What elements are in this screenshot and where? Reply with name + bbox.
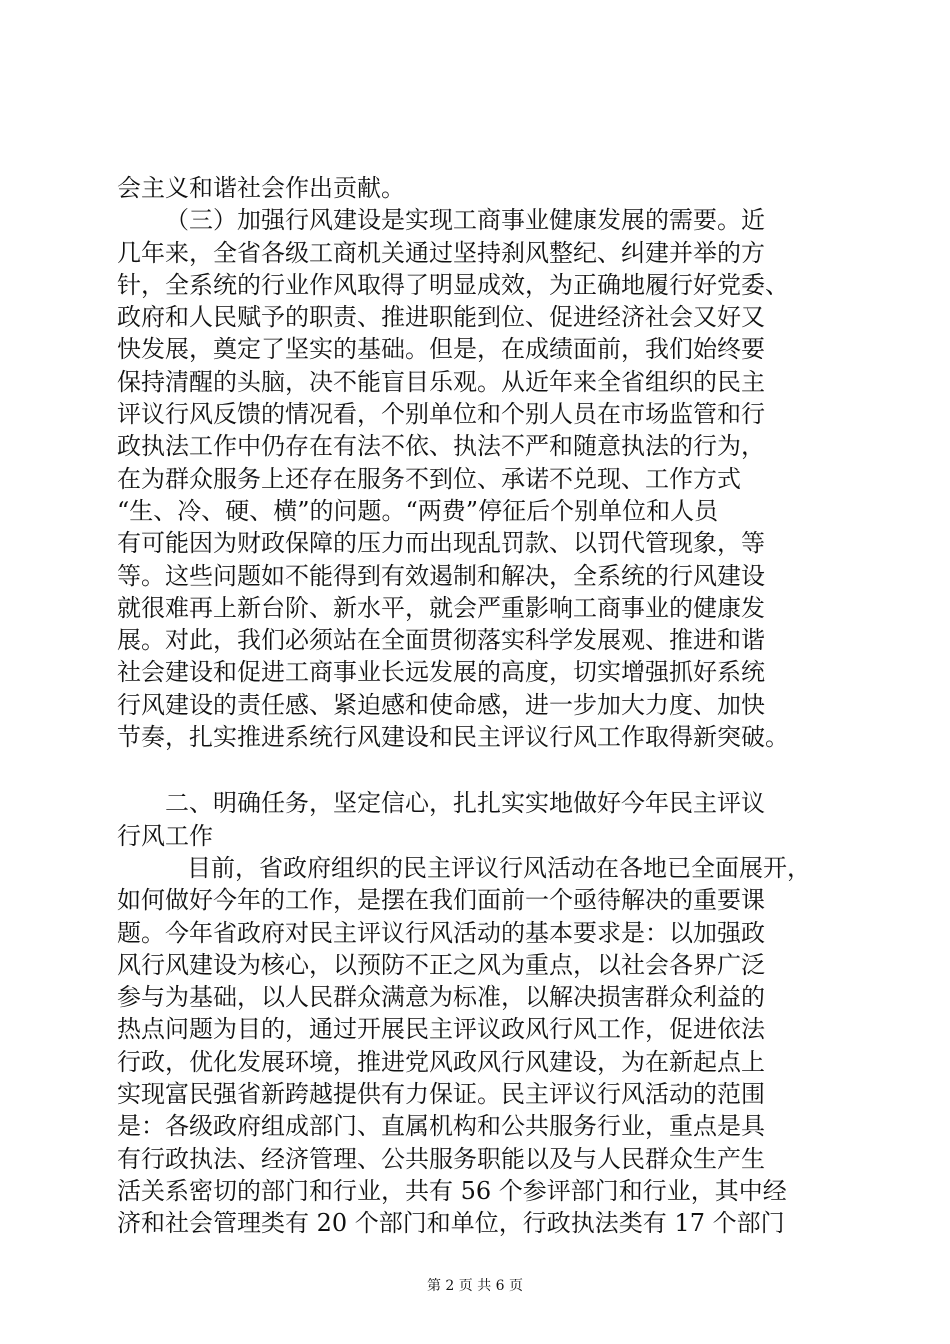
text-line: 保持清醒的头脑，决不能盲目乐观。从近年来全省组织的民主	[117, 367, 765, 396]
text-line: 针，全系统的行业作风取得了明显成效，为正确地履行好党委、	[117, 270, 789, 299]
text-line: 题。今年省政府对民主评议行风活动的基本要求是：以加强政	[117, 918, 765, 947]
text-line: 行政，优化发展环境，推进党风政风行风建设，为在新起点上	[117, 1047, 765, 1076]
text-line: 政执法工作中仍存在有法不依、执法不严和随意执法的行为，	[117, 432, 765, 461]
text-line: 活关系密切的部门和行业，共有 56 个参评部门和行业，其中经	[117, 1176, 787, 1205]
text-line: 参与为基础，以人民群众满意为标准，以解决损害群众利益的	[117, 983, 765, 1012]
heading-line: 行风工作	[117, 821, 213, 850]
text-line: 展。对此，我们必须站在全面贯彻落实科学发展观、推进和谐	[117, 626, 765, 655]
text-line: 会主义和谐社会作出贡献。	[117, 174, 405, 202]
document-body	[117, 172, 843, 1240]
text-line: 如何做好今年的工作，是摆在我们面前一个亟待解决的重要课	[117, 886, 765, 915]
section-heading-two	[117, 787, 843, 852]
text-line: 几年来，全省各级工商机关通过坚持刹风整纪、纠建并举的方	[117, 238, 765, 267]
text-line: 在为群众服务上还存在服务不到位、承诺不兑现、工作方式	[117, 464, 741, 493]
text-line: 就很难再上新台阶、新水平，就会严重影响工商事业的健康发	[117, 593, 765, 622]
text-line: 是：各级政府组成部门、直属机构和公共服务行业，重点是具	[117, 1112, 765, 1141]
text-line: 行风建设的责任感、紧迫感和使命感，进一步加大力度、加快	[117, 690, 765, 719]
text-line: 风行风建设为核心，以预防不正之风为重点，以社会各界广泛	[117, 950, 765, 979]
paragraph-section-three	[117, 204, 843, 753]
text-line: 政府和人民赋予的职责、推进职能到位、促进经济社会又好又	[117, 303, 765, 332]
text-line: 济和社会管理类有 20 个部门和单位，行政执法类有 17 个部门	[117, 1209, 785, 1238]
paragraph-continuation	[117, 172, 843, 204]
text-line: 社会建设和促进工商事业长远发展的高度，切实增强抓好系统	[117, 658, 765, 687]
text-line: 有行政执法、经济管理、公共服务职能以及与人民群众生产生	[117, 1144, 765, 1173]
text-line: 评议行风反馈的情况看，个别单位和个别人员在市场监管和行	[117, 400, 765, 429]
text-line: 有可能因为财政保障的压力而出现乱罚款、以罚代管现象，等	[117, 529, 765, 558]
text-line: “生、冷、硬、横”的问题。“两费”停征后个别单位和人员	[117, 496, 719, 525]
text-line: 目前，省政府组织的民主评议行风活动在各地已全面展开，	[187, 853, 811, 882]
text-line: 等。这些问题如不能得到有效遏制和解决，全系统的行风建设	[117, 561, 765, 590]
heading-line: 二、明确任务，坚定信心，扎扎实实地做好今年民主评议	[165, 789, 765, 818]
paragraph-section-two-body	[117, 852, 843, 1240]
text-line: 热点问题为目的，通过开展民主评议政风行风工作，促进依法	[117, 1015, 765, 1044]
paragraph-gap	[117, 753, 843, 787]
text-line: 节奏，扎实推进系统行风建设和民主评议行风工作取得新突破。	[117, 723, 789, 752]
text-line: 实现富民强省新跨越提供有力保证。民主评议行风活动的范围	[117, 1080, 765, 1109]
page-number-footer: 第 2 页 共 6 页	[426, 1278, 524, 1294]
text-line: 快发展，奠定了坚实的基础。但是，在成绩面前，我们始终要	[117, 335, 765, 364]
text-line: （三）加强行风建设是实现工商事业健康发展的需要。近	[165, 206, 765, 235]
